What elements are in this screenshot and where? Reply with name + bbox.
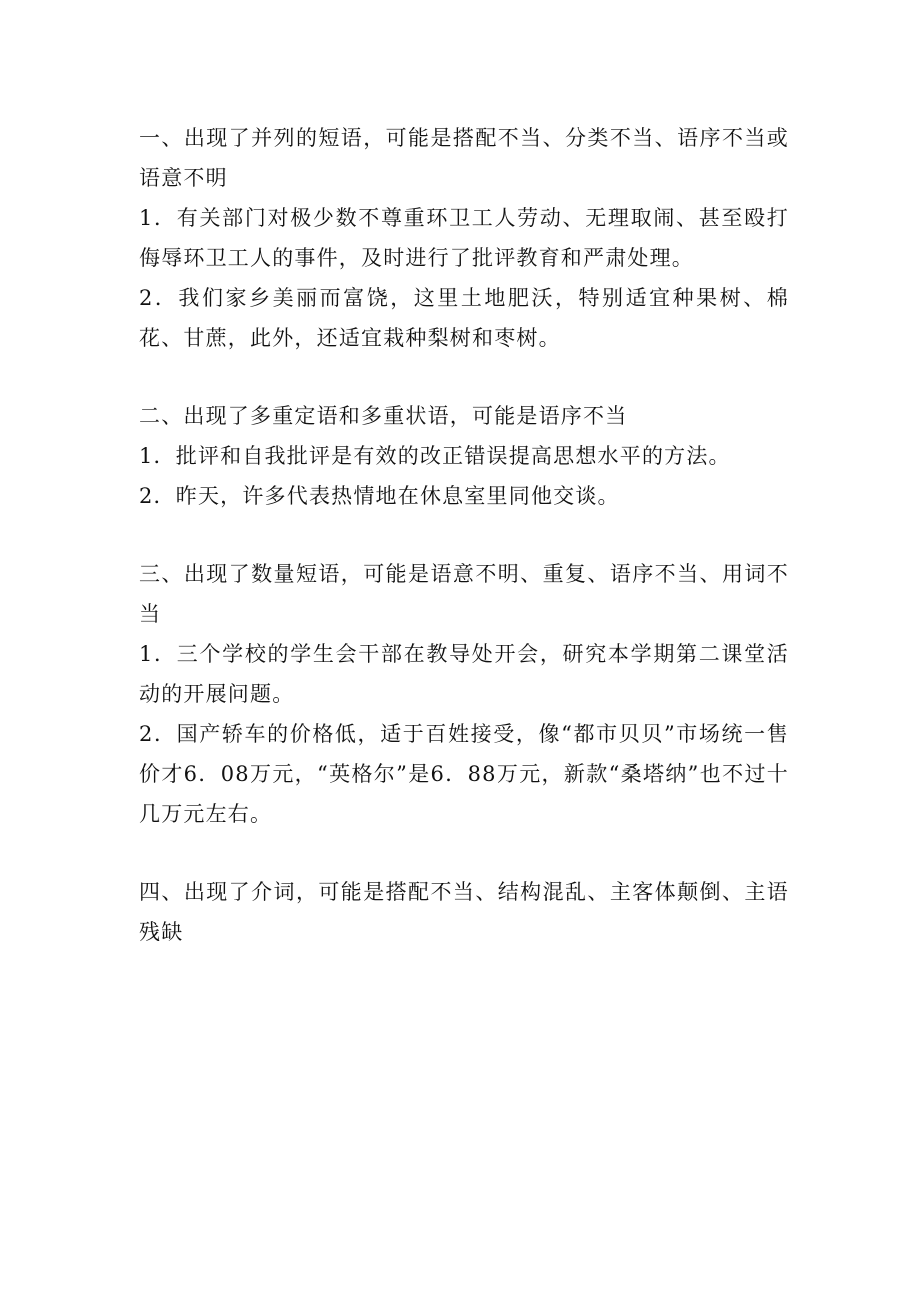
- example-sentence: 2．昨天，许多代表热情地在休息室里同他交谈。: [139, 484, 620, 508]
- section-1: [139, 118, 789, 358]
- section-heading: 二、出现了多重定语和多重状语，可能是语序不当: [139, 404, 628, 428]
- section-3: [139, 554, 789, 834]
- section-heading: 一、出现了并列的短语，可能是搭配不当、分类不当、语序不当或语意不明: [139, 126, 789, 190]
- example-sentence: 2．我们家乡美丽而富饶，这里土地肥沃，特别适宜种果树、棉花、甘蔗，此外，还适宜栽种梨树和枣树。: [139, 286, 789, 350]
- section-2: [139, 396, 789, 516]
- section-heading: 三、出现了数量短语，可能是语意不明、重复、语序不当、用词不当: [139, 562, 789, 626]
- example-sentence: 1．有关部门对极少数不尊重环卫工人劳动、无理取闹、甚至殴打侮辱环卫工人的事件，及时进行了批评教育和严肃处理。: [139, 206, 789, 270]
- section-4: [139, 872, 789, 952]
- example-sentence: 1．批评和自我批评是有效的改正错误提高思想水平的方法。: [139, 444, 731, 468]
- document-body: [139, 118, 789, 990]
- example-sentence: 1．三个学校的学生会干部在教导处开会，研究本学期第二课堂活动的开展问题。: [139, 642, 789, 706]
- example-sentence: 2．国产轿车的价格低，适于百姓接受，像“都市贝贝”市场统一售价才6．08万元，“英格尔”是6．88万元，新款“桑塔纳”也不过十几万元左右。: [139, 722, 789, 826]
- section-heading: 四、出现了介词，可能是搭配不当、结构混乱、主客体颠倒、主语残缺: [139, 880, 789, 944]
